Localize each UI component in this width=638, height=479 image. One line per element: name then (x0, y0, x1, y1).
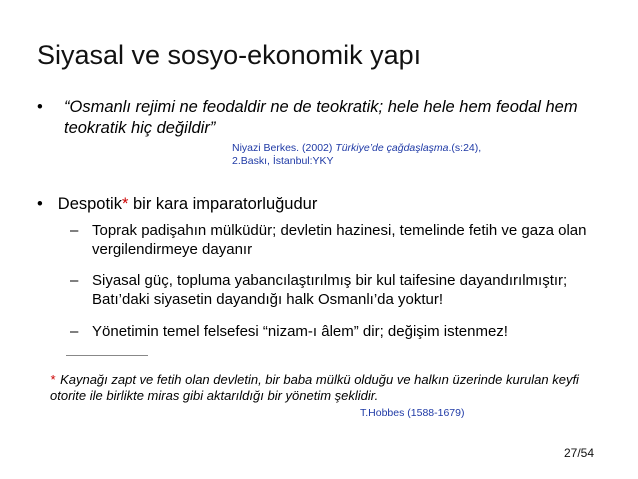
bullet-marker: • (37, 195, 43, 213)
sub-bullet-text: Siyasal güç, topluma yabancılaştırılmış bir kul taifesine dayandırılmıştır; Batı’daki siyasetin dayandığı halk Osmanlı’da yoktur! (92, 272, 568, 308)
quote-text: “Osmanlı rejimi ne feodaldir ne de teokratik; hele hele hem feodal hem teokratik hiç değildir” (64, 98, 578, 137)
quote-bullet (37, 97, 612, 139)
sub-bullet (70, 271, 610, 309)
sub-bullet (70, 221, 610, 259)
page-number: 27/54 (564, 446, 595, 460)
footnote-divider (66, 355, 148, 356)
citation (232, 142, 481, 168)
footnote-star: * (121, 195, 129, 213)
dash-marker: – (70, 272, 79, 289)
slide-title: Siyasal ve sosyo-ekonomik yapı (37, 40, 422, 70)
despotik-rest: bir kara imparatorluğudur (128, 195, 318, 213)
citation-line-2: 2.Baskı, İstanbul:YKY (232, 155, 334, 167)
hobbes-reference: T.Hobbes (1588-1679) (360, 407, 465, 419)
citation-line-1 (232, 142, 481, 155)
citation-pages: .(s:24), (448, 142, 482, 154)
dash-marker: – (70, 323, 79, 340)
footnote-star: * (50, 372, 56, 387)
bullet-marker: • (37, 98, 43, 116)
sub-bullet-text: Toprak padişahın mülküdür; devletin hazinesi, temelinde fetih ve gaza olan vergilendirmeye dayanır (92, 222, 587, 258)
footnote (50, 372, 610, 404)
despotik-bullet (37, 195, 317, 214)
citation-book: Türkiye’de çağdaşlaşma (335, 142, 449, 154)
sub-bullet (70, 322, 610, 341)
citation-author: Niyazi Berkes. (2002) (232, 142, 336, 154)
despotik-word: Despotik (57, 195, 122, 213)
footnote-text: Kaynağı zapt ve fetih olan devletin, bir baba mülkü olduğu ve halkın üzerinde kurulan keyfi otorite ile birlikte miras gibi aktarıldığı bir yönetim şeklidir. (50, 372, 579, 403)
sub-bullet-text: Yönetimin temel felsefesi “nizam-ı âlem” dir; değişim istenmez! (92, 323, 508, 340)
dash-marker: – (70, 222, 79, 239)
